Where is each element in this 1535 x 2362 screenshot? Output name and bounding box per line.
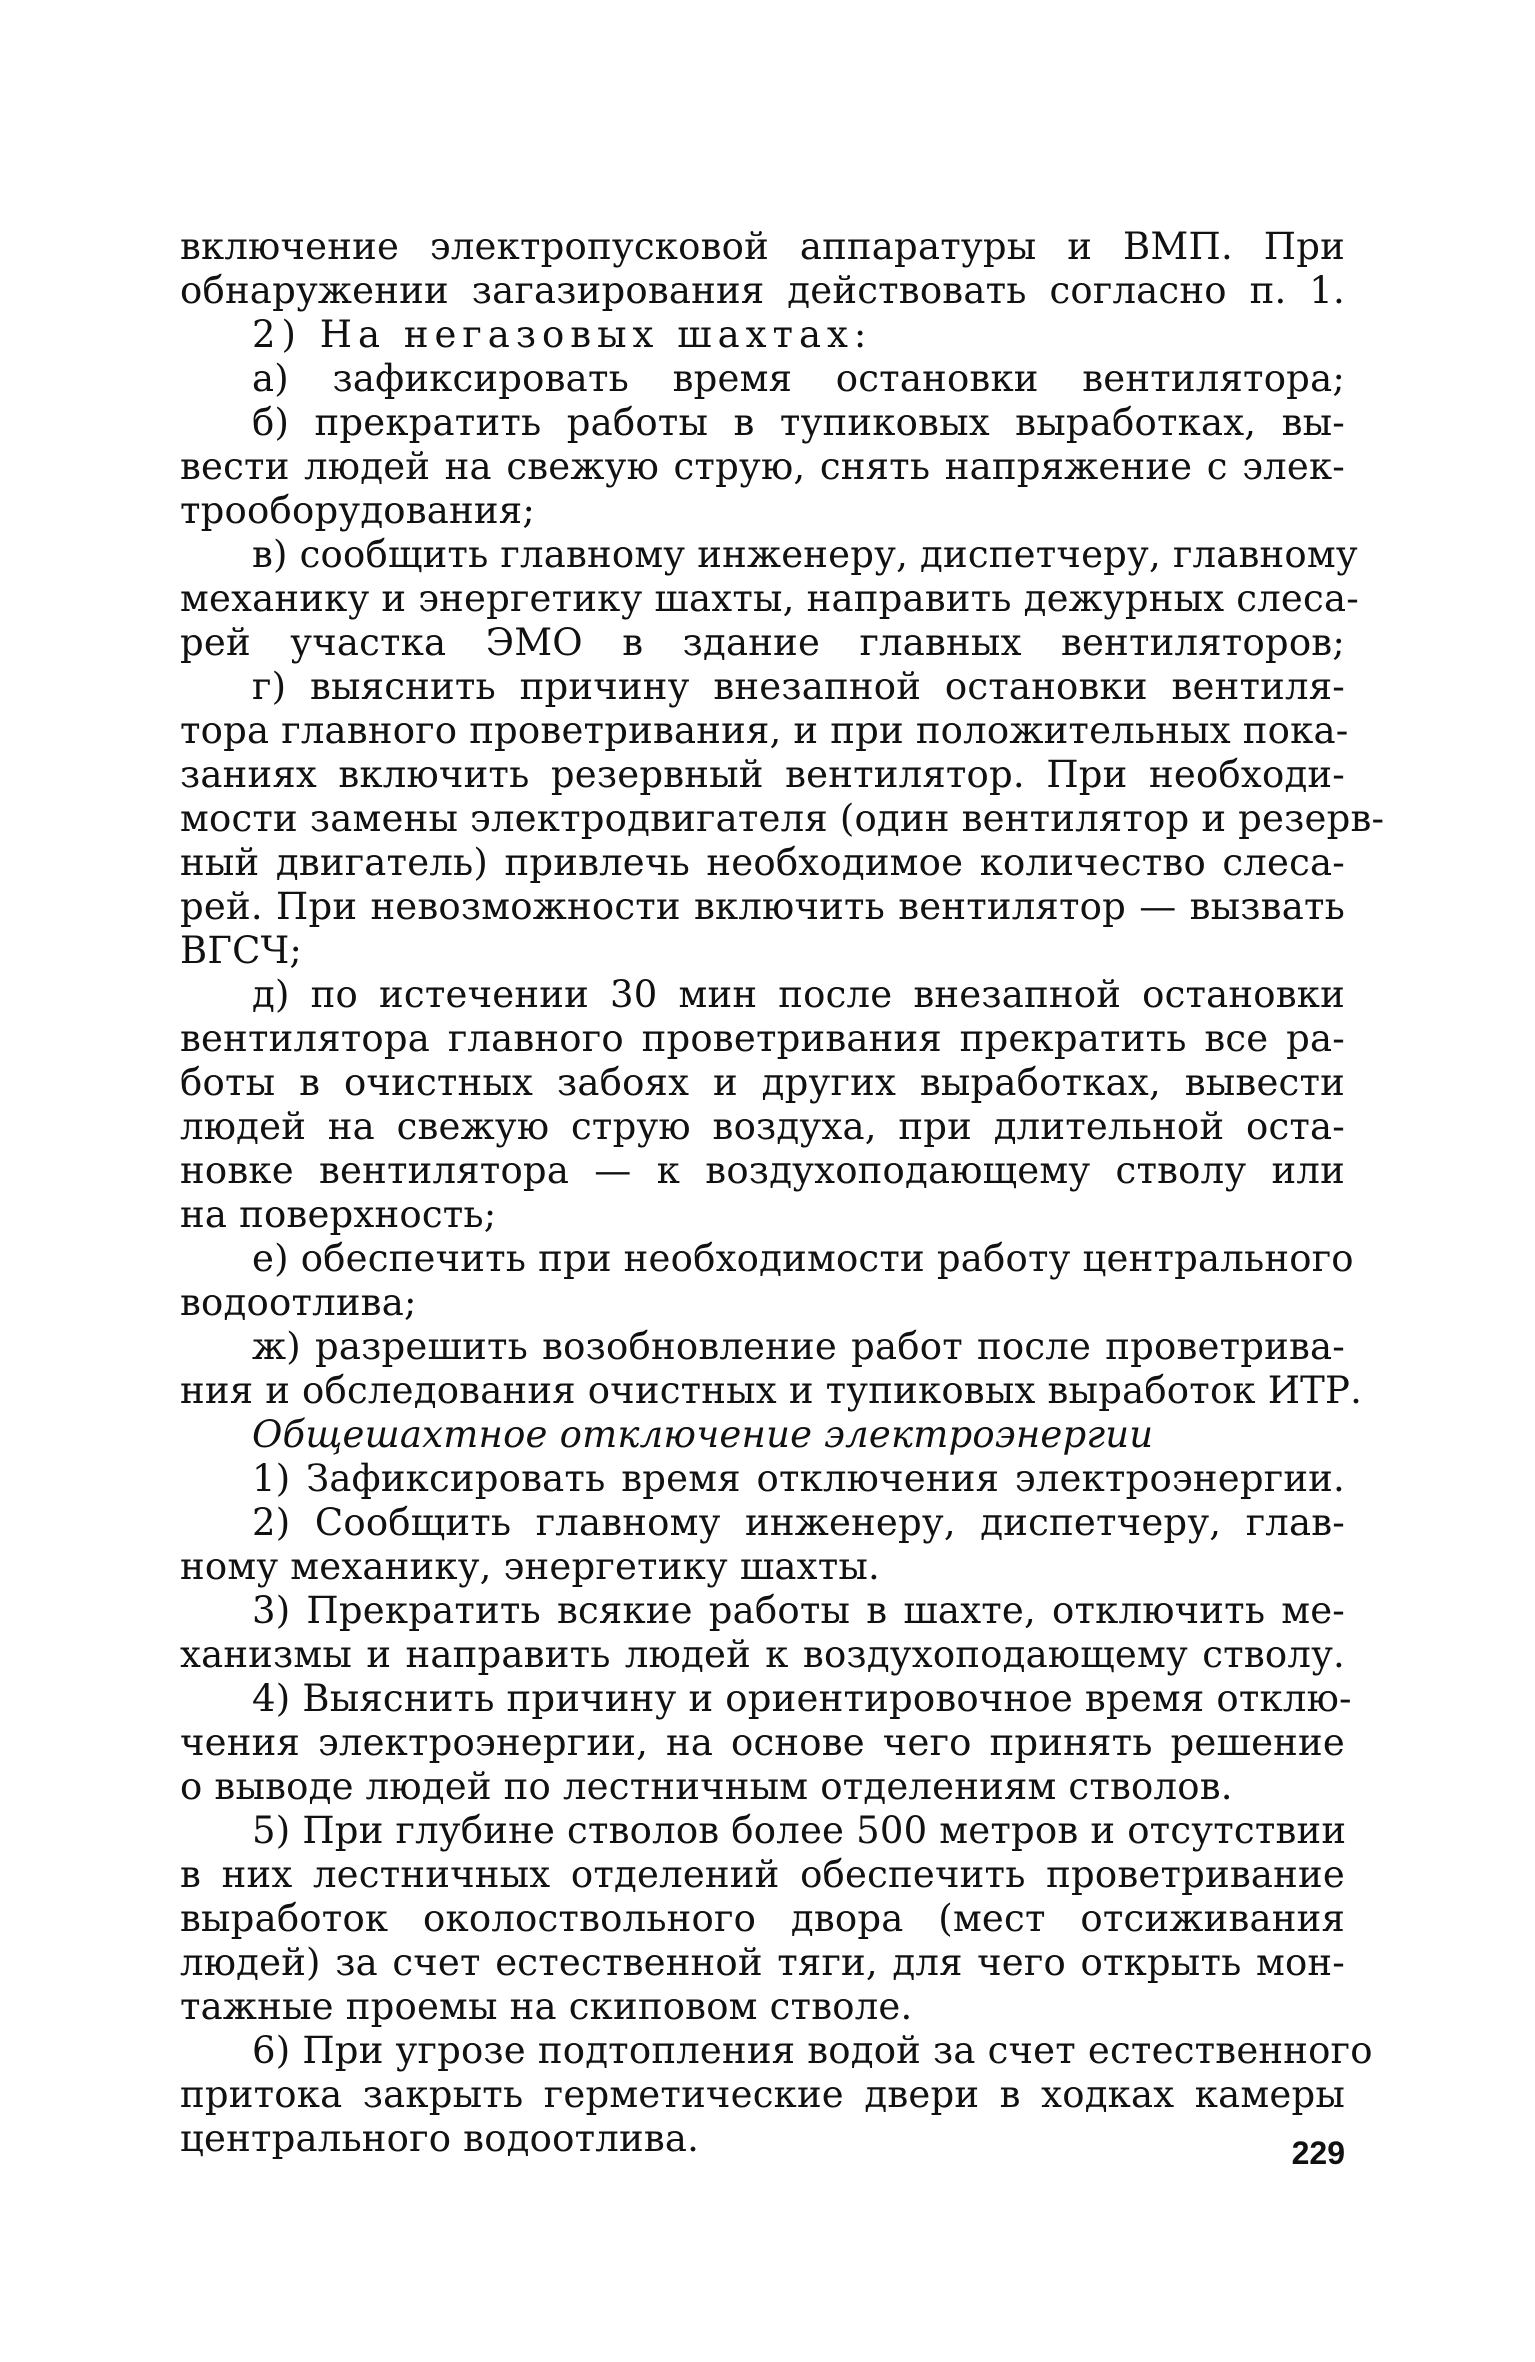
text-line: рей. При невозможности включить вентилятор — вызвать [180, 885, 1345, 928]
list-item: 5) При глубине стволов более 500 метров и отсутствии [252, 1809, 1347, 1852]
list-item: а) зафиксировать время остановки вентилятора; [252, 357, 1345, 400]
book-page [180, 188, 1385, 2288]
text-line: боты в очистных забоях и других выработках, вывести [180, 1061, 1345, 1104]
text-line: механику и энергетику шахты, направить дежурных слеса- [180, 577, 1359, 620]
text-line: чения электроэнергии, на основе чего принять решение [180, 1721, 1345, 1764]
text-line: на поверхность; [180, 1193, 497, 1236]
page-number: 229 [1291, 2135, 1345, 2171]
text-line: людей на свежую струю воздуха, при длительной оста- [180, 1105, 1345, 1148]
text-line: водоотлива; [180, 1281, 417, 1324]
section-heading: 2) На негазовых шахтах: [252, 313, 873, 356]
text-line: трооборудования; [180, 489, 535, 532]
text-line: выработок околоствольного двора (мест отсиживания [180, 1897, 1345, 1940]
text-line: обнаружении загазирования действовать согласно п. 1. [180, 269, 1345, 312]
text-line: ханизмы и направить людей к воздухоподающему стволу. [180, 1633, 1345, 1676]
text-line: ный двигатель) привлечь необходимое количество слеса- [180, 841, 1345, 884]
text-line: заниях включить резервный вентилятор. При необходи- [180, 753, 1345, 796]
list-item: д) по истечении 30 мин после внезапной остановки [252, 973, 1345, 1016]
text-line: вести людей на свежую струю, снять напряжение с элек- [180, 445, 1345, 488]
list-item: 1) Зафиксировать время отключения электроэнергии. [252, 1457, 1345, 1500]
section-heading: Общешахтное отключение электроэнергии [252, 1413, 1154, 1456]
list-item: е) обеспечить при необходимости работу центрального [252, 1237, 1354, 1280]
text-line: рей участка ЭМО в здание главных вентиляторов; [180, 621, 1345, 664]
list-item: б) прекратить работы в тупиковых выработках, вы- [252, 401, 1345, 444]
list-item: 6) При угрозе подтопления водой за счет естественного [252, 2029, 1373, 2072]
text-line: о выводе людей по лестничным отделениям стволов. [180, 1765, 1233, 1808]
text-line: в них лестничных отделений обеспечить проветривание [180, 1853, 1345, 1896]
text-line: тажные проемы на скиповом стволе. [180, 1985, 913, 2028]
text-line: центрального водоотлива. [180, 2117, 700, 2160]
text-line: людей) за счет естественной тяги, для чего открыть мон- [180, 1941, 1345, 1984]
text-line: включение электропусковой аппаратуры и ВМП. При [180, 225, 1345, 268]
text-line: вентилятора главного проветривания прекратить все ра- [180, 1017, 1345, 1060]
list-item: ж) разрешить возобновление работ после проветрива- [252, 1325, 1345, 1368]
text-line: новке вентилятора — к воздухоподающему стволу или [180, 1149, 1345, 1192]
list-item: 3) Прекратить всякие работы в шахте, отключить ме- [252, 1589, 1345, 1632]
list-item: в) сообщить главному инженеру, диспетчеру, главному [252, 533, 1358, 576]
text-line: тора главного проветривания, и при положительных пока- [180, 709, 1349, 752]
list-item: г) выяснить причину внезапной остановки вентиля- [252, 665, 1345, 708]
text-line: ния и обследования очистных и тупиковых выработок ИТР. [180, 1369, 1363, 1412]
text-line: притока закрыть герметические двери в ходках камеры [180, 2073, 1345, 2116]
text-line: мости замены электродвигателя (один вентилятор и резерв- [180, 797, 1385, 840]
text-line: ВГСЧ; [180, 929, 303, 972]
text-line: ному механику, энергетику шахты. [180, 1545, 881, 1588]
list-item: 2) Сообщить главному инженеру, диспетчеру, глав- [252, 1501, 1345, 1544]
list-item: 4) Выяснить причину и ориентировочное время отклю- [252, 1677, 1352, 1720]
